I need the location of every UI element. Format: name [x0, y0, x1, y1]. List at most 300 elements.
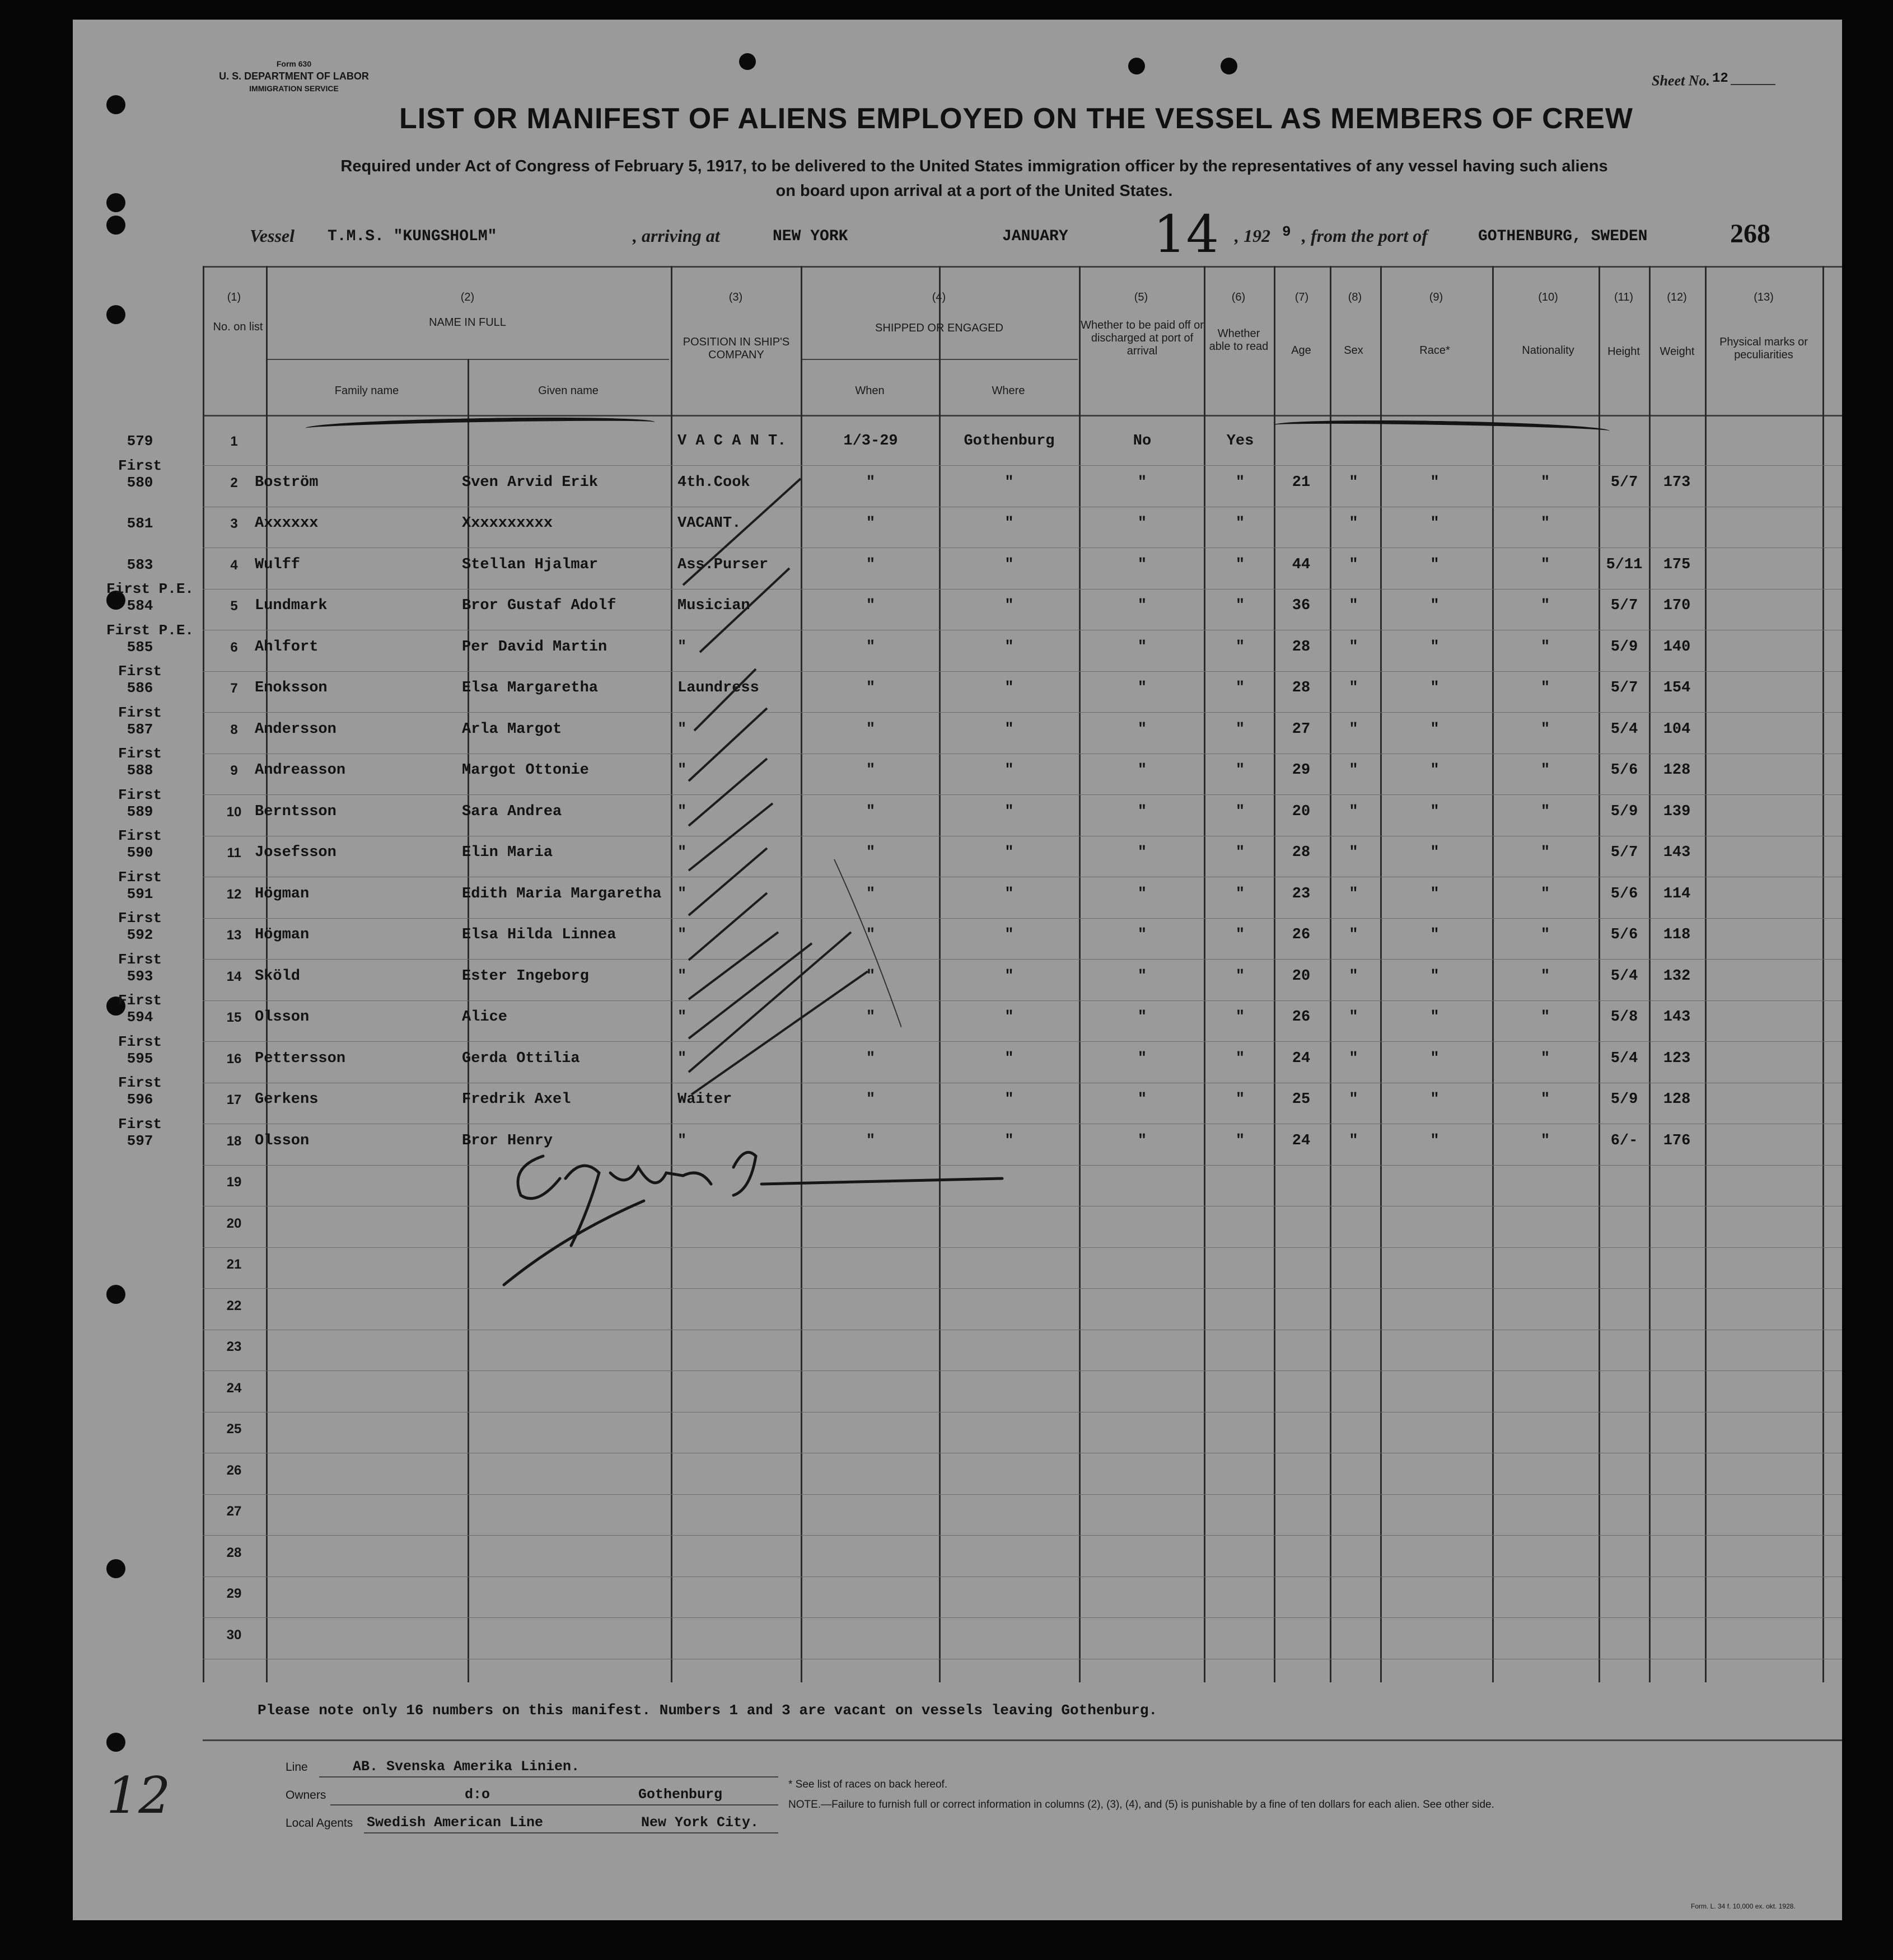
nationality: " — [1540, 1132, 1550, 1149]
age: 24 — [1292, 1050, 1311, 1067]
paid-off: " — [1137, 680, 1147, 696]
row-rule — [203, 1247, 1842, 1248]
margin-annotation: 586 — [127, 680, 153, 696]
able-to-read: " — [1235, 515, 1245, 532]
margin-annotation: 588 — [127, 762, 153, 779]
height: 5/7 — [1610, 680, 1638, 696]
page-subtitle — [185, 154, 1764, 203]
form-header — [202, 58, 386, 95]
row-rule — [203, 1165, 1842, 1166]
row-number: 26 — [226, 1462, 242, 1478]
family-name: Olsson — [255, 1009, 310, 1026]
row-rule — [203, 1000, 1842, 1001]
weight: 128 — [1663, 1091, 1691, 1108]
row1-strike-left — [305, 415, 655, 436]
shipped-when: " — [866, 597, 876, 614]
header-age: Age — [1291, 344, 1311, 357]
header-physical-marks: Physical marks or peculiarities — [1719, 336, 1808, 361]
family-name: Högman — [255, 927, 310, 943]
shipped-where: " — [1004, 680, 1014, 696]
position: VACANT. — [677, 515, 741, 532]
pencil-mark: 12 — [106, 1766, 171, 1825]
shipped-when: " — [866, 474, 876, 491]
header-position: POSITION IN SHIP'S COMPANY — [683, 336, 790, 361]
paid-off: " — [1137, 967, 1147, 985]
shipped-when: " — [866, 844, 876, 861]
header-race: Race* — [1419, 344, 1450, 357]
note-line: Please note only 16 numbers on this manifest. Numbers 1 and 3 are vacant on vessels leaving Gothenburg. — [258, 1702, 1158, 1719]
paid-off: " — [1137, 1091, 1147, 1108]
shipped-when: " — [866, 1091, 876, 1108]
column-number: (13) — [1754, 291, 1774, 303]
header-name-in-full: NAME IN FULL — [429, 316, 506, 329]
nationality: " — [1540, 885, 1550, 902]
family-name: Pettersson — [255, 1050, 346, 1067]
from-port-label: , from the port of — [1302, 226, 1428, 246]
age: 28 — [1292, 844, 1311, 861]
row-number: 5 — [230, 598, 238, 614]
shipped-when: " — [866, 638, 876, 656]
column-rule — [1705, 266, 1707, 1682]
paid-off: " — [1137, 638, 1147, 656]
race: " — [1430, 1132, 1439, 1149]
margin-annotation: 595 — [127, 1050, 153, 1067]
column-number: (2) — [460, 291, 475, 303]
row-number: 1 — [230, 434, 238, 449]
header-sex: Sex — [1344, 344, 1363, 357]
header-height: Height — [1607, 345, 1640, 358]
row1-strike-right — [1274, 418, 1610, 438]
height: 5/6 — [1610, 927, 1638, 943]
margin-annotation-top: First — [118, 1033, 162, 1050]
position: Musician — [677, 597, 750, 614]
race: " — [1430, 844, 1439, 861]
nationality: " — [1540, 1009, 1550, 1026]
able-to-read: " — [1235, 556, 1245, 573]
height: 5/7 — [1610, 474, 1638, 491]
sheet-number-field — [1652, 71, 1775, 89]
position: " — [677, 1050, 687, 1067]
row-rule — [203, 589, 1842, 590]
given-name: Alice — [462, 1009, 508, 1026]
penalty-text: —Failure to furnish full or correct information in columns (2), (3), (4), and (5) is punishable by a fine of ten dollars for each alien. See other side. — [821, 1799, 1494, 1811]
margin-annotation: 596 — [127, 1091, 153, 1108]
family-name: Högman — [255, 885, 310, 902]
sex: " — [1349, 474, 1358, 491]
margin-annotation-top: First — [118, 663, 162, 680]
line-value: AB. Svenska Amerika Linien. — [353, 1758, 580, 1775]
row-number: 13 — [226, 928, 242, 943]
position: " — [677, 803, 687, 820]
sex: " — [1349, 556, 1358, 573]
nationality: " — [1540, 515, 1550, 532]
manifest-sheet — [73, 20, 1842, 1920]
able-to-read: " — [1235, 885, 1245, 902]
height: 5/6 — [1610, 885, 1638, 902]
nationality: " — [1540, 927, 1550, 943]
shipped-where: " — [1004, 597, 1014, 614]
shipped-where: " — [1004, 1132, 1014, 1149]
shipped-where: " — [1004, 762, 1014, 779]
punch-hole — [106, 1285, 125, 1304]
vessel-name: T.M.S. "KUNGSHOLM" — [328, 228, 497, 245]
nationality: " — [1540, 762, 1550, 779]
year-prefix: , 192 — [1235, 226, 1270, 246]
margin-annotation: 580 — [127, 474, 153, 491]
column-number: (10) — [1538, 291, 1558, 303]
shipped-where: " — [1004, 885, 1014, 902]
agents-value: Swedish American Line — [367, 1814, 544, 1831]
race: " — [1430, 474, 1439, 491]
nationality: " — [1540, 474, 1550, 491]
nationality: " — [1540, 680, 1550, 696]
shipped-when: " — [866, 1132, 876, 1149]
height: 5/9 — [1610, 638, 1638, 656]
given-name: Fredrik Axel — [462, 1091, 571, 1108]
sheet-number-label: Sheet No. — [1652, 72, 1710, 89]
family-name: Berntsson — [255, 803, 336, 820]
height: 5/4 — [1610, 1050, 1638, 1067]
race: " — [1430, 1050, 1439, 1067]
subtitle-line-2: on board upon arrival at a port of the United States. — [775, 182, 1173, 200]
row-number: 12 — [226, 886, 242, 902]
family-name: Andreasson — [255, 762, 346, 779]
height: 6/- — [1610, 1132, 1638, 1149]
race: " — [1430, 927, 1439, 943]
given-name: Sara Andrea — [462, 803, 562, 820]
sex: " — [1349, 1050, 1358, 1067]
row-number: 3 — [230, 516, 238, 531]
family-name: Olsson — [255, 1132, 310, 1149]
nationality: " — [1540, 967, 1550, 985]
header-shipped-engaged: SHIPPED OR ENGAGED — [875, 322, 1003, 334]
margin-annotation: 594 — [127, 1009, 153, 1026]
column-number: (9) — [1429, 291, 1443, 303]
race: " — [1430, 680, 1439, 696]
row-number: 28 — [226, 1545, 242, 1560]
shipped-where: " — [1004, 1009, 1014, 1026]
row-number: 22 — [226, 1298, 242, 1313]
shipped-when: " — [866, 680, 876, 696]
shipped-when: " — [866, 515, 876, 532]
row-rule — [203, 712, 1842, 713]
paid-off: No — [1133, 433, 1152, 450]
given-name: Ester Ingeborg — [462, 967, 589, 985]
given-name: Margot Ottonie — [462, 762, 589, 779]
owners-city: Gothenburg — [638, 1786, 723, 1803]
margin-annotation: 593 — [127, 967, 153, 985]
margin-annotation: 590 — [127, 844, 153, 861]
able-to-read: " — [1235, 927, 1245, 943]
margin-annotation: 585 — [127, 638, 153, 656]
position: " — [677, 1009, 687, 1026]
row-number: 11 — [227, 845, 241, 860]
sex: " — [1349, 927, 1358, 943]
penalty-note — [788, 1799, 1494, 1811]
able-to-read: " — [1235, 1091, 1245, 1108]
given-name: Stellan Hjalmar — [462, 556, 599, 573]
header-when: When — [855, 385, 885, 397]
height: 5/9 — [1610, 1091, 1638, 1108]
shipped-when: 1/3-29 — [843, 433, 898, 450]
height: 5/11 — [1606, 556, 1643, 573]
shipped-when: " — [866, 1009, 876, 1026]
family-name: Enoksson — [255, 680, 328, 696]
age: 23 — [1292, 885, 1311, 902]
row-rule — [203, 1535, 1842, 1536]
given-name: Edith Maria Margaretha — [462, 885, 662, 902]
department-label: U. S. DEPARTMENT OF LABOR — [219, 71, 369, 82]
punch-hole — [106, 1733, 125, 1752]
able-to-read: " — [1235, 1132, 1245, 1149]
age: 36 — [1292, 597, 1311, 614]
age: 28 — [1292, 638, 1311, 656]
header-where: Where — [992, 385, 1025, 397]
paid-off: " — [1137, 803, 1147, 820]
height: 5/7 — [1610, 844, 1638, 861]
column-number: (12) — [1667, 291, 1687, 303]
weight: 154 — [1663, 680, 1691, 696]
header-paid-off: Whether to be paid off or discharged at port of arrival — [1081, 319, 1204, 357]
family-name: Sköld — [255, 967, 301, 985]
height: 5/7 — [1610, 597, 1638, 614]
paid-off: " — [1137, 1009, 1147, 1026]
stamp-number: 268 — [1730, 219, 1770, 249]
row-rule — [203, 918, 1842, 919]
sex: " — [1349, 967, 1358, 985]
height: 5/4 — [1610, 721, 1638, 738]
family-name: Wulff — [255, 556, 301, 573]
row-number: 17 — [226, 1092, 242, 1107]
row-rule — [203, 794, 1842, 795]
signature — [498, 1134, 1013, 1290]
position: Waiter — [677, 1091, 732, 1108]
column-rule — [1204, 266, 1205, 1682]
shipped-when: " — [866, 967, 876, 985]
nationality: " — [1540, 1050, 1550, 1067]
able-to-read: " — [1235, 721, 1245, 738]
shipped-where: " — [1004, 556, 1014, 573]
margin-annotation-top: First P.E. — [106, 621, 194, 639]
race: " — [1430, 638, 1439, 656]
weight: 132 — [1663, 967, 1691, 985]
margin-annotation: 597 — [127, 1132, 153, 1149]
row-rule — [203, 1370, 1842, 1371]
family-name: Axxxxxx — [255, 515, 319, 532]
header-nationality: Nationality — [1522, 344, 1574, 357]
able-to-read: " — [1235, 844, 1245, 861]
from-port: GOTHENBURG, SWEDEN — [1478, 228, 1648, 245]
shipped-where: " — [1004, 803, 1014, 820]
position: " — [677, 844, 687, 861]
sex: " — [1349, 844, 1358, 861]
nationality: " — [1540, 638, 1550, 656]
given-name: Elsa Margaretha — [462, 680, 599, 696]
header-given-name: Given name — [538, 385, 599, 397]
race: " — [1430, 885, 1439, 902]
margin-annotation-top: First — [118, 1115, 162, 1133]
row-number: 24 — [226, 1380, 242, 1396]
weight: 140 — [1663, 638, 1691, 656]
able-to-read: " — [1235, 762, 1245, 779]
position: " — [677, 967, 687, 985]
agents-label: Local Agents — [286, 1817, 353, 1830]
weight: 175 — [1663, 556, 1691, 573]
sex: " — [1349, 638, 1358, 656]
margin-annotation-top: First — [118, 745, 162, 762]
height: 5/6 — [1610, 762, 1638, 779]
paid-off: " — [1137, 927, 1147, 943]
row-number: 16 — [226, 1051, 242, 1066]
race: " — [1430, 721, 1439, 738]
weight: 128 — [1663, 762, 1691, 779]
race: " — [1430, 1091, 1439, 1108]
sex: " — [1349, 597, 1358, 614]
position: V A C A N T. — [677, 433, 787, 450]
position: " — [677, 721, 687, 738]
form-label: Form 630 — [276, 59, 312, 68]
weight: 139 — [1663, 803, 1691, 820]
shipped-when: " — [866, 762, 876, 779]
given-name: Per David Martin — [462, 638, 607, 656]
able-to-read: " — [1235, 1050, 1245, 1067]
row-number: 10 — [226, 804, 242, 820]
nationality: " — [1540, 721, 1550, 738]
shipped-when: " — [866, 1050, 876, 1067]
margin-annotation-top: First — [118, 951, 162, 968]
row-number: 18 — [226, 1133, 242, 1149]
sex: " — [1349, 1132, 1358, 1149]
shipped-where: " — [1004, 844, 1014, 861]
header-no-on-list: No. on list — [213, 321, 263, 333]
margin-annotation-top: First — [118, 910, 162, 927]
family-name: Lundmark — [255, 597, 328, 614]
margin-annotation: 591 — [127, 885, 153, 902]
sex: " — [1349, 885, 1358, 902]
punch-hole — [106, 193, 125, 212]
race: " — [1430, 762, 1439, 779]
given-name: Arla Margot — [462, 721, 562, 738]
weight: 114 — [1663, 885, 1691, 902]
margin-annotation-top: First — [118, 786, 162, 803]
age: 28 — [1292, 680, 1311, 696]
given-name: Bror Gustaf Adolf — [462, 597, 616, 614]
given-name: Xxxxxxxxxx — [462, 515, 553, 532]
age: 27 — [1292, 721, 1311, 738]
shipped-when: " — [866, 803, 876, 820]
shipped-where: " — [1004, 638, 1014, 656]
row-number: 21 — [226, 1257, 242, 1272]
position: " — [677, 638, 687, 656]
race: " — [1430, 597, 1439, 614]
row-number: 4 — [230, 557, 238, 573]
row-number: 25 — [226, 1421, 242, 1437]
position: " — [677, 1132, 687, 1149]
header-weight: Weight — [1660, 345, 1695, 358]
height: 5/4 — [1610, 967, 1638, 985]
position: " — [677, 927, 687, 943]
row-number: 20 — [226, 1215, 242, 1231]
position: " — [677, 762, 687, 779]
paid-off: " — [1137, 597, 1147, 614]
races-note: * See list of races on back hereof. — [788, 1779, 948, 1790]
age: 20 — [1292, 967, 1311, 985]
weight: 176 — [1663, 1132, 1691, 1149]
row-number: 23 — [226, 1339, 242, 1354]
row-number: 19 — [226, 1175, 242, 1190]
margin-annotation-top: First P.E. — [106, 581, 194, 597]
shipped-where: " — [1004, 1091, 1014, 1108]
shipped-where: " — [1004, 967, 1014, 985]
shipped-where: " — [1004, 927, 1014, 943]
position-check-marks — [666, 467, 901, 1156]
age: 29 — [1292, 762, 1311, 779]
sex: " — [1349, 803, 1358, 820]
sex: " — [1349, 1091, 1358, 1108]
shipped-where: " — [1004, 474, 1014, 491]
punch-hole — [739, 53, 756, 70]
margin-annotation: 581 — [127, 515, 153, 532]
arrival-port: NEW YORK — [773, 228, 848, 245]
race: " — [1430, 967, 1439, 985]
family-name: Josefsson — [255, 844, 336, 861]
shipped-when: " — [866, 927, 876, 943]
punch-hole — [106, 95, 125, 114]
row-rule — [203, 465, 1842, 466]
row-number: 30 — [226, 1627, 242, 1643]
vessel-label: Vessel — [250, 226, 295, 246]
age: 24 — [1292, 1132, 1311, 1149]
row-number: 2 — [230, 475, 238, 490]
race: " — [1430, 556, 1439, 573]
paid-off: " — [1137, 885, 1147, 902]
row-number: 8 — [230, 722, 238, 737]
weight: 143 — [1663, 1009, 1691, 1026]
margin-annotation: 592 — [127, 927, 153, 943]
punch-hole — [106, 216, 125, 235]
given-name: Elsa Hilda Linnea — [462, 927, 616, 943]
row-rule — [203, 959, 1842, 960]
shipped-where: " — [1004, 721, 1014, 738]
header-able-to-read: Whether able to read — [1209, 328, 1269, 353]
owners-label: Owners — [286, 1789, 326, 1802]
shipped-when: " — [866, 556, 876, 573]
position: " — [677, 885, 687, 902]
able-to-read: " — [1235, 803, 1245, 820]
column-number: (11) — [1614, 291, 1634, 303]
paid-off: " — [1137, 721, 1147, 738]
given-name: Gerda Ottilia — [462, 1050, 580, 1067]
margin-annotation-top: First — [118, 457, 162, 474]
paid-off: " — [1137, 515, 1147, 532]
owners-value: d:o — [465, 1786, 490, 1803]
nationality: " — [1540, 556, 1550, 573]
sheet-number-value: 12 — [1712, 71, 1728, 86]
punch-hole — [1128, 58, 1145, 74]
family-name: Ahlfort — [255, 638, 319, 656]
able-to-read: " — [1235, 474, 1245, 491]
paid-off: " — [1137, 1050, 1147, 1067]
given-name: Sven Arvid Erik — [462, 474, 599, 491]
arriving-label: , arriving at — [633, 226, 720, 246]
shipped-when: " — [866, 721, 876, 738]
age: 21 — [1292, 474, 1311, 491]
margin-annotation-top: First — [118, 868, 162, 886]
paid-off: " — [1137, 844, 1147, 861]
family-name: Andersson — [255, 721, 336, 738]
paid-off: " — [1137, 556, 1147, 573]
row-number: 14 — [226, 969, 242, 984]
